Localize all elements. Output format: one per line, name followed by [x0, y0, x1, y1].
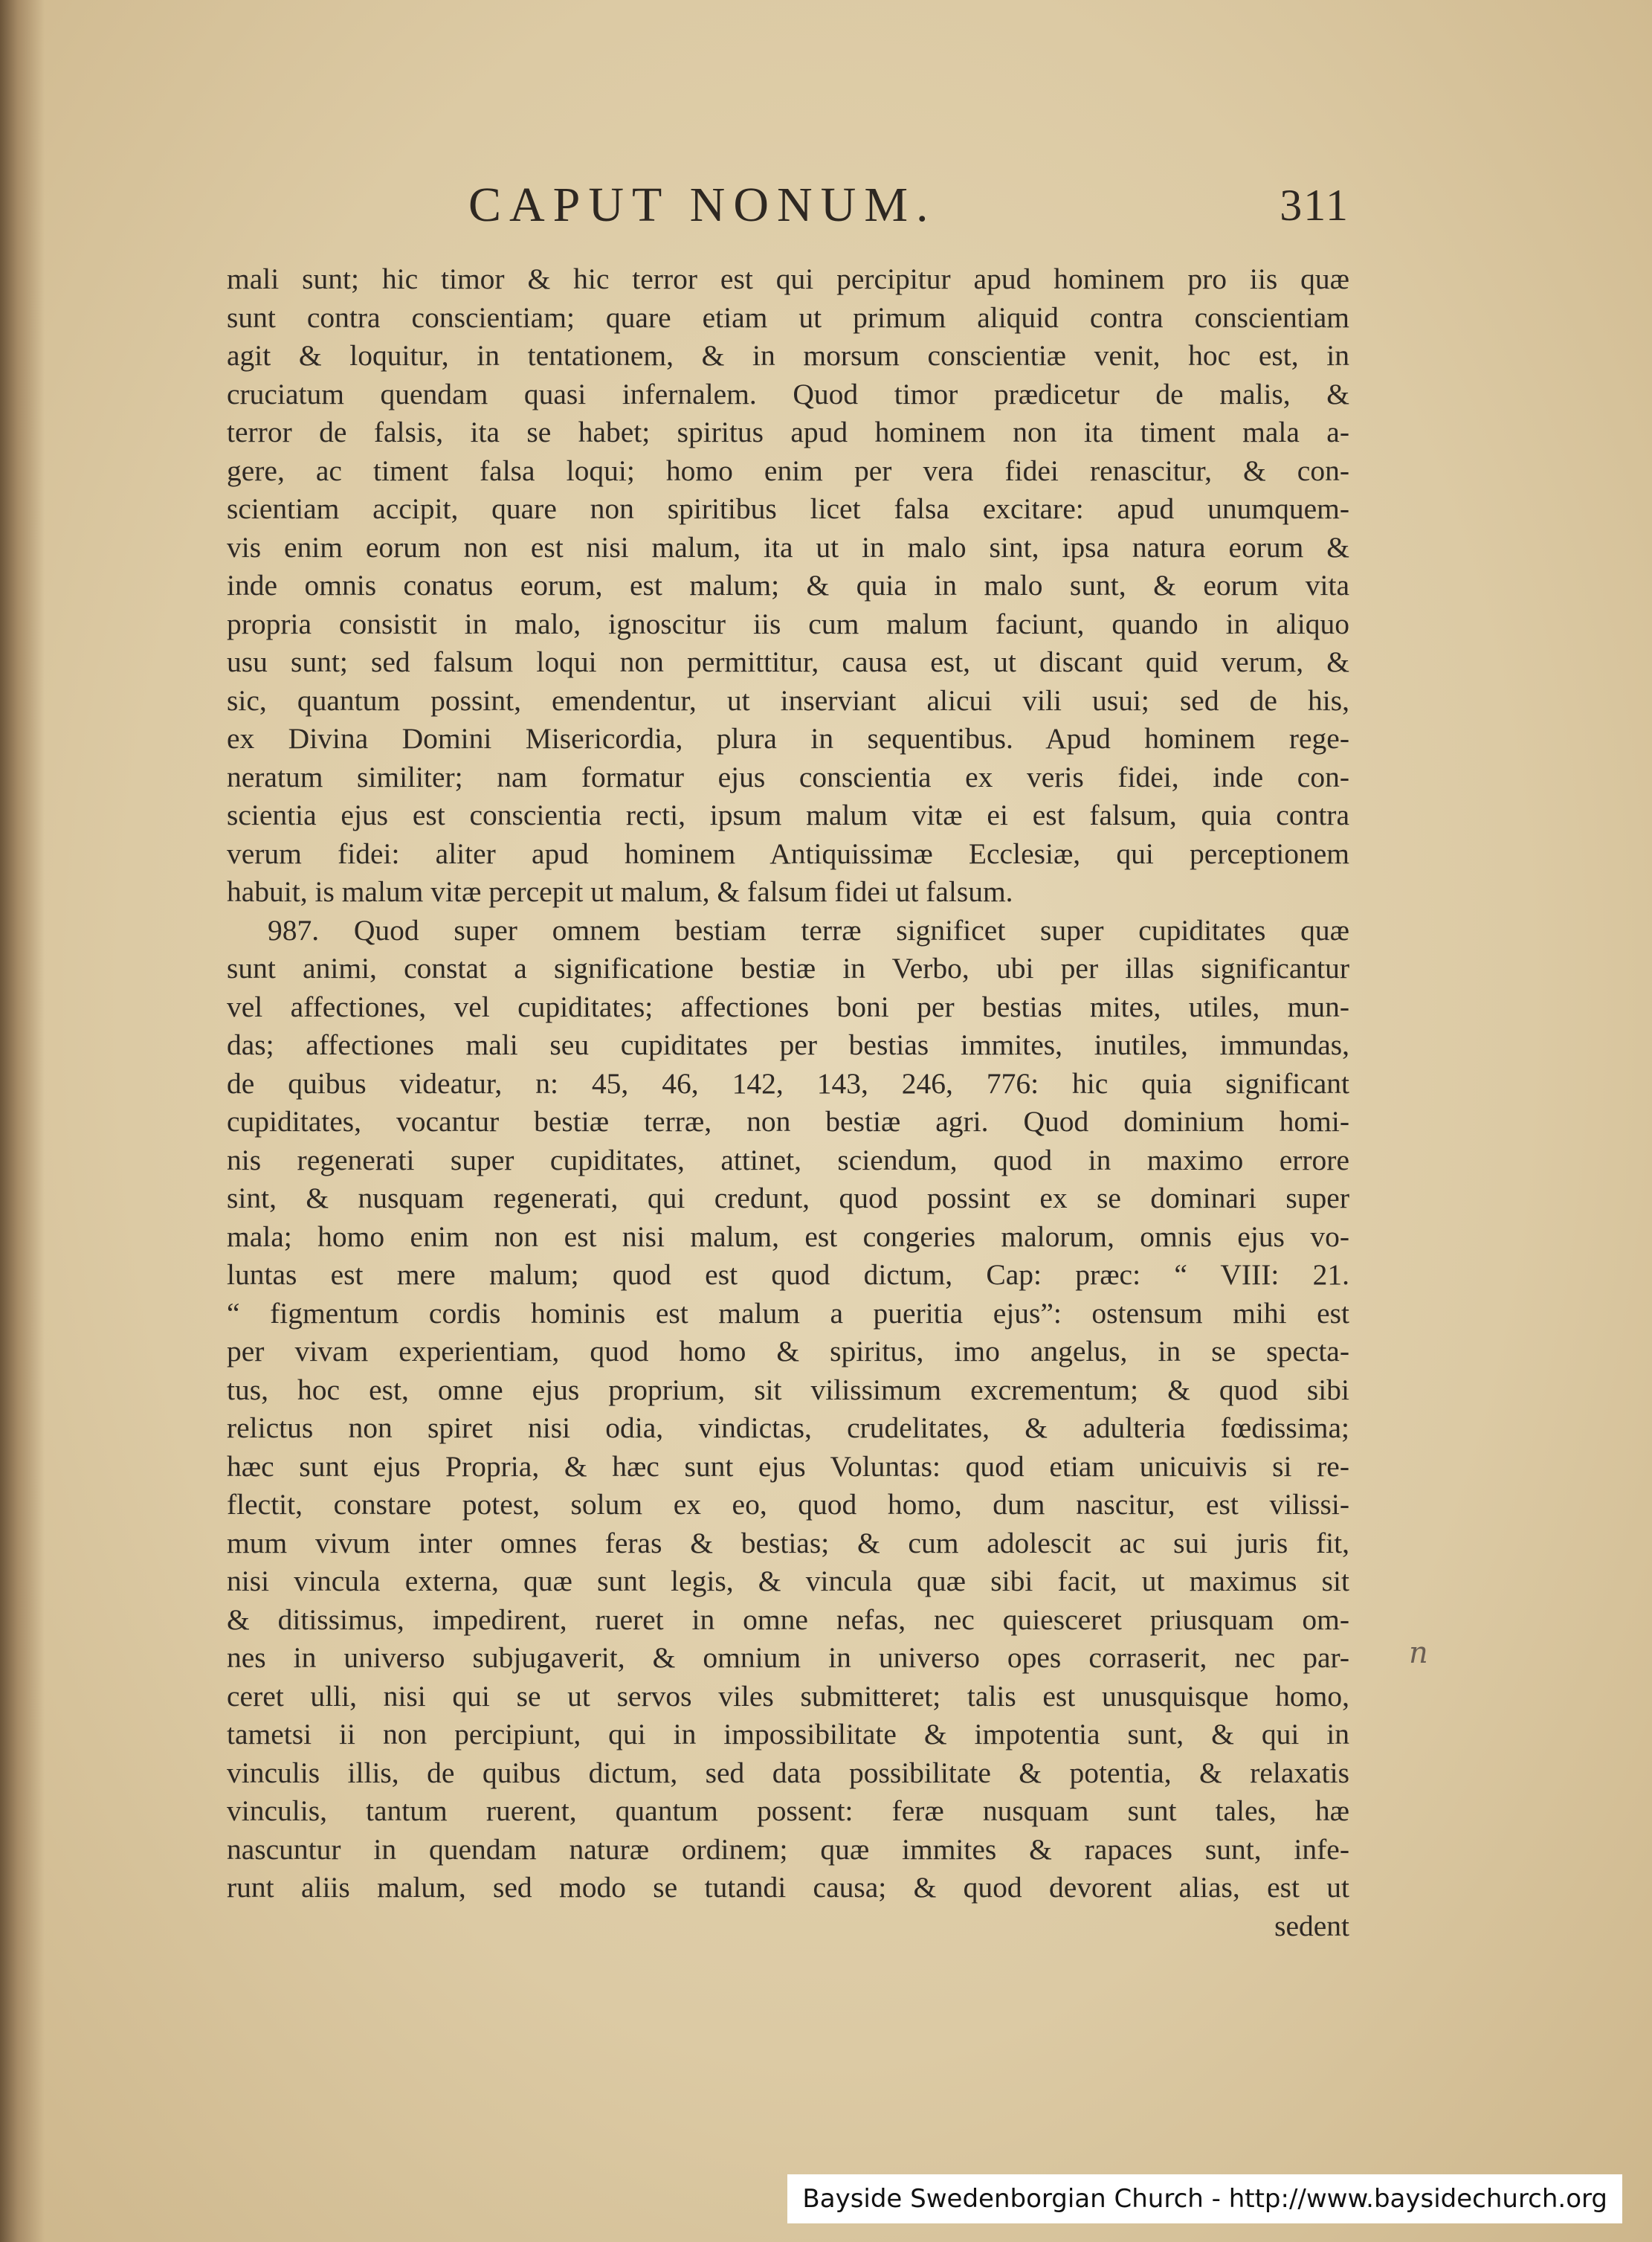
running-head: CAPUT NONUM.: [468, 178, 937, 232]
text-line: sint, & nusquam regenerati, qui credunt, quod possint ex se dominari super: [227, 1182, 1349, 1214]
text-line: mala; homo enim non est nisi malum, est congeries malorum, omnis ejus vo-: [227, 1220, 1349, 1253]
catchword: sedent: [1274, 1909, 1349, 1942]
text-line: “ figmentum cordis hominis est malum a pueritia ejus”: ostensum mihi est: [227, 1296, 1349, 1330]
text-line: sunt contra conscientiam; quare etiam ut primum aliquid contra conscientiam: [227, 300, 1349, 334]
text-line: das; affectiones mali seu cupiditates per bestias immites, inutiles, immundas,: [227, 1028, 1349, 1061]
text-line: sunt animi, constat a significatione bestiæ in Verbo, ubi per illas significantur: [227, 952, 1349, 985]
text-line: habuit, is malum vitæ percepit ut malum, & falsum fidei ut falsum.: [227, 875, 1013, 908]
text-line: & ditissimus, impedirent, rueret in omne nefas, nec quiesceret priusquam om-: [227, 1602, 1349, 1636]
text-line: cruciatum quendam quasi infernalem. Quod timor prædicetur de malis, &: [227, 377, 1349, 410]
page-header: [227, 177, 1349, 244]
text-line: luntas est mere malum; quod est quod dictum, Cap: præc: “ VIII: 21.: [227, 1258, 1349, 1291]
text-line: nisi vincula externa, quæ sunt legis, & vincula quæ sibi facit, ut maximus sit: [227, 1565, 1349, 1597]
text-line: propria consistit in malo, ignoscitur iis cum malum faciunt, quando in aliquo: [227, 607, 1349, 640]
text-line: mali sunt; hic timor & hic terror est qui percipitur apud hominem pro iis quæ: [227, 262, 1349, 295]
text-line: vis enim eorum non est nisi malum, ita ut in malo sint, ipsa natura eorum &: [227, 530, 1349, 564]
text-line: nis regenerati super cupiditates, attinet, sciendum, quod in maximo errore: [227, 1143, 1349, 1176]
text-line: inde omnis conatus eorum, est malum; & quia in malo sunt, & eorum vita: [227, 569, 1349, 602]
text-line: neratum similiter; nam formatur ejus conscientia ex veris fidei, inde con-: [227, 760, 1349, 793]
site-watermark: Bayside Swedenborgian Church - http://www.baysidechurch.org: [787, 2174, 1622, 2223]
text-line: gere, ac timent falsa loqui; homo enim per vera fidei renascitur, & con-: [227, 454, 1349, 487]
text-line: flectit, constare potest, solum ex eo, quod homo, dum nascitur, est vilissi-: [227, 1488, 1349, 1521]
text-line: vel affectiones, vel cupiditates; affectiones boni per bestias mites, utiles, mun-: [227, 990, 1349, 1023]
text-line: per vivam experientiam, quod homo & spiritus, imo angelus, in se specta-: [227, 1335, 1349, 1368]
margin-annotation: n: [1409, 1636, 1428, 1670]
text-line: mum vivum inter omnes feras & bestias; & cum adolescit ac sui juris fit,: [227, 1526, 1349, 1559]
text-line: de quibus videatur, n: 45, 46, 142, 143, 246, 776: hic quia significant: [227, 1066, 1349, 1100]
paragraph-start: 987. Quod super omnem bestiam terræ significet super cupiditates quæ: [268, 913, 1349, 947]
text-line: relictus non spiret nisi odia, vindictas, crudelitates, & adulteria fœdissima;: [227, 1411, 1349, 1444]
text-line: scientiam accipit, quare non spiritibus licet falsa excitare: apud unumquem-: [227, 492, 1349, 525]
text-line: terror de falsis, ita se habet; spiritus apud hominem non ita timent mala a-: [227, 416, 1349, 448]
text-line: cupiditates, vocantur bestiæ terræ, non bestiæ agri. Quod dominium homi-: [227, 1105, 1349, 1138]
body-text: [227, 260, 1349, 1945]
text-line: ceret ulli, nisi qui se ut servos viles submitteret; talis est unusquisque homo,: [227, 1679, 1349, 1713]
text-line: hæc sunt ejus Propria, & hæc sunt ejus Voluntas: quod etiam unicuivis si re-: [227, 1449, 1349, 1483]
text-line: tus, hoc est, omne ejus proprium, sit vilissimum excrementum; & quod sibi: [227, 1373, 1349, 1406]
text-line: tametsi ii non percipiunt, qui in impossibilitate & impotentia sunt, & qui in: [227, 1718, 1349, 1750]
text-line: scientia ejus est conscientia recti, ipsum malum vitæ ei est falsum, quia contra: [227, 799, 1349, 831]
text-line: vinculis illis, de quibus dictum, sed data possibilitate & potentia, & relaxatis: [227, 1756, 1349, 1789]
page-number: 311: [1280, 181, 1349, 230]
text-line: nascuntur in quendam naturæ ordinem; quæ immites & rapaces sunt, infe-: [227, 1832, 1349, 1866]
text-line: ex Divina Domini Misericordia, plura in sequentibus. Apud hominem rege-: [227, 722, 1349, 755]
text-line: nes in universo subjugaverit, & omnium in universo opes corraserit, nec par-: [227, 1641, 1349, 1674]
text-line: usu sunt; sed falsum loqui non permittitur, causa est, ut discant quid verum, &: [227, 645, 1349, 678]
text-line: verum fidei: aliter apud hominem Antiquissimæ Ecclesiæ, qui perceptionem: [227, 837, 1349, 870]
text-line: vinculis, tantum ruerent, quantum possent: feræ nusquam sunt tales, hæ: [227, 1794, 1349, 1827]
text-line: agit & loquitur, in tentationem, & in morsum conscientiæ venit, hoc est, in: [227, 339, 1349, 372]
text-line: runt aliis malum, sed modo se tutandi causa; & quod devorent alias, est ut: [227, 1871, 1349, 1904]
text-line: sic, quantum possint, emendentur, ut inserviant alicui vili usui; sed de his,: [227, 683, 1349, 717]
book-gutter: [0, 0, 45, 2242]
